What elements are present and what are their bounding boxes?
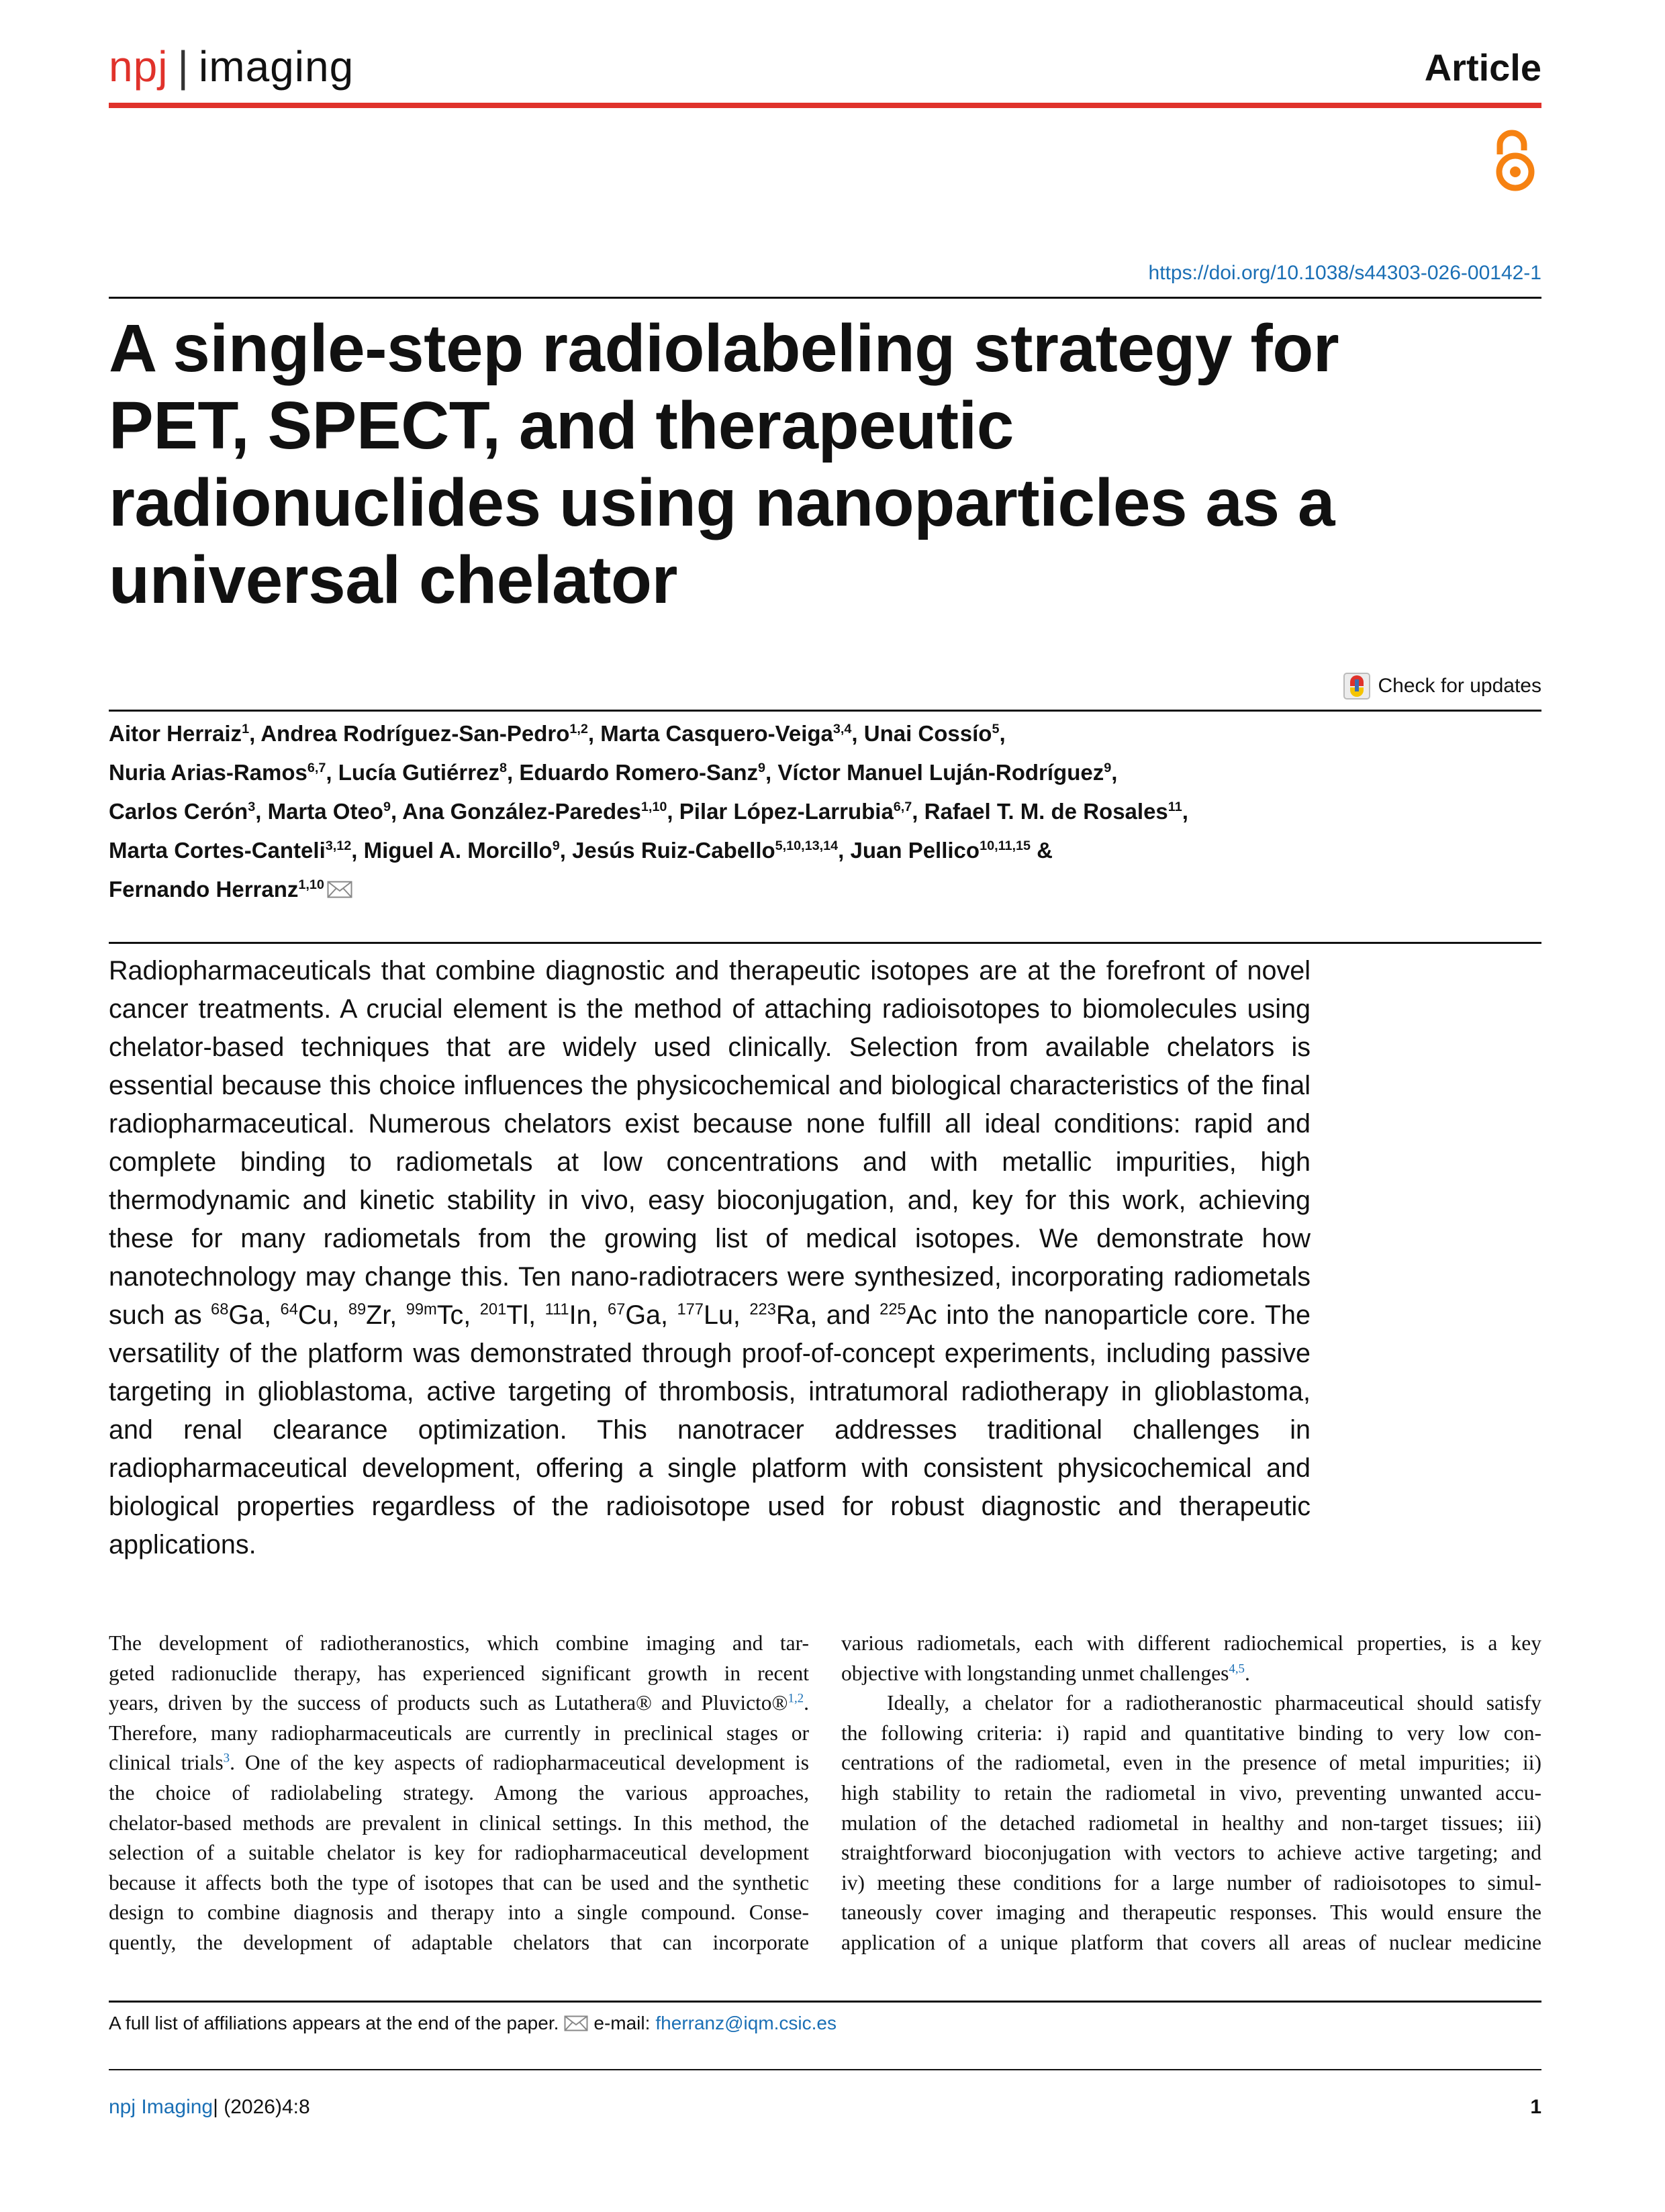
- author-name: Ana González-Paredes: [402, 799, 641, 824]
- body-line: Therefore, many radiopharmaceuticals are currently in preclinical stages or: [109, 1721, 809, 1745]
- abstract-line: nanotechnology may change this. Ten nano-radiotracers were synthesized, incorporating radiometals: [109, 1262, 1311, 1292]
- abstract-line: cancer treatments. A crucial element is the method of attaching radioisotopes to biomolecules using: [109, 994, 1311, 1024]
- article-type-label: Article: [1424, 46, 1541, 89]
- author-affiliation: 9: [383, 800, 391, 814]
- author-name: Andrea Rodríguez-San-Pedro: [260, 721, 570, 746]
- abstract-line: thermodynamic and kinetic stability in vivo, easy bioconjugation, and, key for this work, achieving: [109, 1186, 1311, 1215]
- body-line: application of a unique platform that covers all areas of nuclear medicine: [841, 1930, 1541, 1954]
- reference-link[interactable]: 1,2: [788, 1691, 804, 1706]
- journal-logo-npj: npj: [109, 42, 169, 91]
- abstract-line: targeting in glioblastoma, active targeting of thrombosis, intratumoral radiotherapy in glioblastoma,: [109, 1377, 1311, 1406]
- author-separator: ,: [851, 721, 864, 746]
- author-name: Marta Cortes-Canteli: [109, 838, 326, 863]
- author-affiliation: 3,4: [832, 722, 852, 736]
- footer-volume: | (2026)4:8: [213, 2096, 310, 2118]
- author-name: Rafael T. M. de Rosales: [924, 799, 1168, 824]
- author-separator: ,: [506, 760, 520, 785]
- author-separator: ,: [667, 799, 679, 824]
- author-affiliation: 3,12: [325, 838, 352, 853]
- isotope-mass: 201: [479, 1300, 507, 1318]
- body-line: chelator-based methods are prevalent in clinical settings. In this method, the: [109, 1811, 809, 1835]
- body-line: mulation of the detached radiometal in healthy and non-target tissues; iii): [841, 1811, 1541, 1835]
- author-separator: ,: [1111, 760, 1118, 785]
- isotope-element: Lu: [703, 1300, 733, 1330]
- abstract-line: complete binding to radiometals at low concentrations and with metallic impurities, high: [109, 1147, 1311, 1177]
- author-affiliation: 6,7: [893, 800, 912, 814]
- isotope-mass: 99m: [406, 1300, 437, 1318]
- author-line: [109, 714, 1452, 753]
- footer-citation: [109, 2096, 310, 2119]
- author-affiliation: 1,2: [569, 722, 588, 736]
- body-line: various radiometals, each with different radiochemical properties, is a key: [841, 1631, 1541, 1655]
- email-link[interactable]: fherranz@iqm.csic.es: [655, 2013, 837, 2033]
- title-line: A single-step radiolabeling strategy for: [109, 311, 1339, 386]
- author-separator: ,: [326, 760, 338, 785]
- isotope-separator: ,: [732, 1300, 750, 1330]
- isotope-mass: 67: [607, 1300, 626, 1318]
- author-line: [109, 753, 1452, 792]
- isotope-element: Ga: [625, 1300, 661, 1330]
- body-line: the following criteria: i) rapid and quantitative binding to very low con-: [841, 1721, 1541, 1745]
- body-text: objective with longstanding unmet challenges: [841, 1661, 1229, 1685]
- abstract-rule: [109, 942, 1541, 944]
- title-line: universal chelator: [109, 542, 677, 618]
- author-line: [109, 870, 1452, 909]
- body-line: the choice of radiolabeling strategy. Among the various approaches,: [109, 1780, 809, 1805]
- author-name: Juan Pellico: [850, 838, 980, 863]
- open-access-icon: [1490, 128, 1540, 192]
- body-text: years, driven by the success of products such as Lutathera® and Pluvicto®: [109, 1691, 788, 1715]
- author-affiliation: 9: [1104, 761, 1112, 775]
- author-affiliation: 6,7: [307, 761, 326, 775]
- isotope-separator: ,: [389, 1300, 406, 1330]
- abstract-line: essential because this choice influences the physicochemical and biological characteristics of the final: [109, 1071, 1311, 1100]
- abstract-isotope-line: [109, 1296, 1311, 1335]
- author-name: Jesús Ruiz-Cabello: [572, 838, 775, 863]
- mail-icon: [564, 2015, 588, 2031]
- author-affiliation: 5,10,13,14: [775, 838, 839, 853]
- isotope-element: In: [569, 1300, 591, 1330]
- isotope-prefix: such as: [109, 1300, 211, 1330]
- author-affiliation: 1,10: [298, 877, 324, 892]
- body-line: [109, 1688, 809, 1719]
- author-name: Lucía Gutiérrez: [338, 760, 500, 785]
- body-line: because it affects both the type of isotopes that can be used and the synthetic: [109, 1870, 809, 1894]
- isotope-mass: 68: [211, 1300, 229, 1318]
- author-name: Fernando Herranz: [109, 877, 299, 902]
- author-affiliation: 5: [992, 722, 1000, 736]
- body-line: [841, 1659, 1541, 1689]
- isotope-suffix: into the nanoparticle core. The: [937, 1300, 1311, 1330]
- abstract-line: radiopharmaceutical. Numerous chelators exist because none fulfill all ideal conditions: rapid and: [109, 1109, 1311, 1139]
- isotope-element: Tl: [506, 1300, 529, 1330]
- reference-link[interactable]: 4,5: [1229, 1662, 1245, 1676]
- body-line: design to combine diagnosis and therapy into a single compound. Conse-: [109, 1901, 809, 1925]
- body-text: . One of the key aspects of radiopharmaceutical development is: [230, 1751, 810, 1775]
- author-affiliation: 1,10: [640, 800, 667, 814]
- author-name: Miguel A. Morcillo: [363, 838, 553, 863]
- isotope-element: Cu: [297, 1300, 332, 1330]
- body-line: quently, the development of adaptable chelators that can incorporate: [109, 1930, 809, 1954]
- body-column-right: [841, 1629, 1541, 1958]
- journal-logo-imaging: imaging: [199, 42, 354, 91]
- isotope-mass: 177: [677, 1300, 704, 1318]
- isotope-mass: 225: [879, 1300, 906, 1318]
- abstract-line: and renal clearance optimization. This nanotracer addresses traditional challenges in: [109, 1415, 1311, 1445]
- author-separator: ,: [999, 721, 1006, 746]
- isotope-element: Ra: [775, 1300, 810, 1330]
- authors-rule: [109, 710, 1541, 712]
- header-rule: [109, 103, 1541, 108]
- isotope-separator: ,: [661, 1300, 677, 1330]
- author-separator: ,: [912, 799, 924, 824]
- author-separator: ,: [351, 838, 364, 863]
- isotope-separator: ,: [528, 1300, 545, 1330]
- isotope-element: Tc: [436, 1300, 464, 1330]
- author-affiliation: 8: [499, 761, 507, 775]
- body-text: clinical trials: [109, 1751, 224, 1775]
- page-number: 1: [1530, 2096, 1541, 2118]
- corresponding-author-mail-icon[interactable]: [327, 881, 352, 898]
- body-line: selection of a suitable chelator is key for radiopharmaceutical development: [109, 1841, 809, 1865]
- body-line: high stability to retain the radiometal in vivo, preventing unwanted accu-: [841, 1780, 1541, 1805]
- isotope-separator: ,: [463, 1300, 480, 1330]
- author-separator: ,: [1182, 799, 1188, 824]
- isotope-separator: ,: [332, 1300, 348, 1330]
- author-separator: ,: [838, 838, 851, 863]
- body-line: The development of radiotheranostics, which combine imaging and tar-: [109, 1631, 809, 1655]
- author-line: [109, 831, 1452, 870]
- footer-rule: [109, 2069, 1541, 2070]
- body-line: [109, 1748, 809, 1778]
- isotope-element: Ac: [906, 1300, 937, 1330]
- body-text: .: [804, 1691, 809, 1715]
- footnote-rule: [109, 2001, 1541, 2003]
- author-name: Víctor Manuel Luján-Rodríguez: [777, 760, 1104, 785]
- title-line: radionuclides using nanoparticles as a: [109, 465, 1335, 540]
- isotope-element: Ga: [228, 1300, 265, 1330]
- author-name: Marta Casquero-Veiga: [600, 721, 833, 746]
- abstract-line: versatility of the platform was demonstrated through proof-of-concept experiments, including passive: [109, 1339, 1311, 1368]
- abstract-line: Radiopharmaceuticals that combine diagnostic and therapeutic isotopes are at the forefront of novel: [109, 956, 1311, 985]
- reference-link[interactable]: 3: [223, 1751, 230, 1766]
- journal-logo-separator: |: [177, 42, 190, 91]
- author-affiliation: 3: [248, 800, 256, 814]
- check-updates-label: Check for updates: [1378, 675, 1541, 697]
- author-line: [109, 792, 1452, 831]
- journal-logo: [109, 42, 354, 91]
- author-separator: ,: [255, 799, 268, 824]
- isotope-separator: , and: [810, 1300, 880, 1330]
- author-name: Eduardo Romero-Sanz: [519, 760, 759, 785]
- author-list: [109, 714, 1452, 909]
- author-affiliation: 1: [242, 722, 250, 736]
- isotope-separator: ,: [264, 1300, 281, 1330]
- check-for-updates-button[interactable]: [1343, 673, 1541, 700]
- author-separator: ,: [249, 721, 261, 746]
- abstract-line: applications.: [109, 1530, 256, 1559]
- isotope-separator: ,: [591, 1300, 608, 1330]
- body-line: taneously cover imaging and therapeutic responses. This would ensure the: [841, 1901, 1541, 1925]
- author-affiliation: 9: [552, 838, 560, 853]
- author-name: Nuria Arias-Ramos: [109, 760, 307, 785]
- doi-link[interactable]: https://doi.org/10.1038/s44303-026-00142-1: [1148, 262, 1541, 284]
- isotope-mass: 223: [749, 1300, 776, 1318]
- article-title: [109, 310, 1519, 619]
- isotope-mass: 111: [544, 1300, 569, 1318]
- isotope-element: Zr: [366, 1300, 390, 1330]
- author-separator: ,: [765, 760, 778, 785]
- author-affiliation: 11: [1168, 800, 1182, 814]
- author-separator: ,: [559, 838, 573, 863]
- body-line: iv) meeting these conditions for a large number of radioisotopes to simul-: [841, 1870, 1541, 1894]
- footer-journal-link[interactable]: npj Imaging: [109, 2096, 213, 2118]
- abstract-line: these for many radiometals from the growing list of medical isotopes. We demonstrate how: [109, 1224, 1311, 1253]
- check-updates-icon: [1343, 673, 1370, 700]
- author-name: Aitor Herraiz: [109, 721, 242, 746]
- email-label: e-mail:: [593, 2013, 651, 2033]
- body-line: geted radionuclide therapy, has experienced significant growth in recent: [109, 1661, 809, 1685]
- body-text: .: [1245, 1661, 1250, 1685]
- footnote: [109, 2013, 837, 2034]
- author-affiliation: 10,11,15: [980, 838, 1031, 853]
- title-line: PET, SPECT, and therapeutic: [109, 388, 1014, 463]
- author-separator: ,: [390, 799, 403, 824]
- abstract: [109, 952, 1311, 1564]
- author-affiliation: 9: [758, 761, 766, 775]
- doi-rule: [109, 297, 1541, 299]
- author-name: Carlos Cerón: [109, 799, 248, 824]
- isotope-mass: 64: [280, 1300, 298, 1318]
- isotope-mass: 89: [348, 1300, 367, 1318]
- author-separator: &: [1031, 838, 1053, 863]
- author-name: Unai Cossío: [863, 721, 992, 746]
- body-line: straightforward bioconjugation with vectors to achieve active targeting; and: [841, 1841, 1541, 1865]
- author-name: Pilar López-Larrubia: [679, 799, 894, 824]
- abstract-line: radiopharmaceutical development, offering a single platform with consistent physicochemical and: [109, 1453, 1311, 1483]
- affiliations-note: A full list of affiliations appears at the end of the paper.: [109, 2013, 559, 2033]
- abstract-line: chelator-based techniques that are widely used clinically. Selection from available chelators is: [109, 1032, 1311, 1062]
- author-name: Marta Oteo: [267, 799, 383, 824]
- body-line: centrations of the radiometal, even in the presence of metal impurities; ii): [841, 1751, 1541, 1775]
- author-separator: ,: [587, 721, 601, 746]
- body-line: Ideally, a chelator for a radiotheranostic pharmaceutical should satisfy: [887, 1691, 1541, 1715]
- abstract-line: biological properties regardless of the radioisotope used for robust diagnostic and therapeutic: [109, 1492, 1311, 1521]
- body-column-left: [109, 1629, 809, 1958]
